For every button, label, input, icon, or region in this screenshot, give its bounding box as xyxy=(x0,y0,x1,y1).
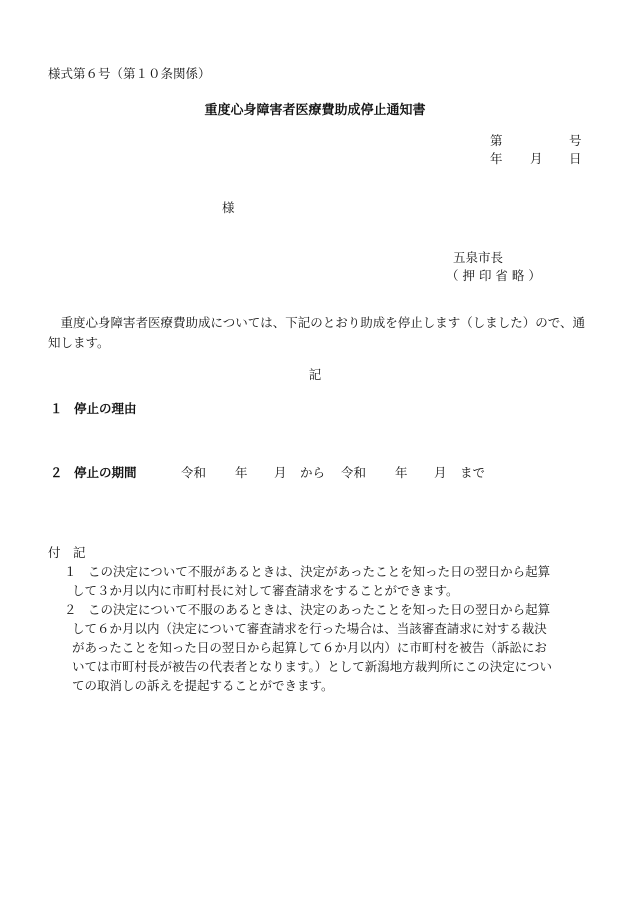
issuer-name: 五泉市長 xyxy=(453,250,504,265)
date-year: 年 xyxy=(490,151,503,166)
period-kara: から xyxy=(300,465,326,480)
section2-number: ２ xyxy=(50,465,63,480)
section1-number: １ xyxy=(50,401,63,416)
doc-number-prefix: 第 xyxy=(490,133,503,148)
seal-omitted: （ 押 印 省 略 ） xyxy=(446,268,541,283)
note2-line: この決定について不服のあるときは、決定のあったことを知った日の翌日から起算 xyxy=(88,602,551,617)
ki-heading: 記 xyxy=(308,367,322,382)
period-made: まで xyxy=(460,465,486,480)
date-day: 日 xyxy=(569,151,582,166)
note2-line: いては市町村長が被告の代表者となります。）として新潟地方裁判所にこの決定につい xyxy=(72,659,553,674)
fuki-heading: 付 記 xyxy=(48,545,86,560)
period-to-year: 年 xyxy=(395,465,408,480)
note2-line: して６か月以内（決定について審査請求を行った場合は、当該審査請求に対する裁決 xyxy=(72,621,547,636)
doc-number-suffix: 号 xyxy=(569,133,582,148)
section2-label: 停止の期間 xyxy=(74,465,137,480)
note1-line: この決定について不服があるときは、決定があったことを知った日の翌日から起算 xyxy=(88,564,551,579)
period-from-year: 年 xyxy=(235,465,248,480)
note2-line: があったことを知った日の翌日から起算して６か月以内）に市町村を被告（訴訟にお xyxy=(72,640,547,655)
form-label: 様式第６号（第１０条関係） xyxy=(48,66,211,81)
body-text: 重度心身障害者医療費助成については、下記のとおり助成を停止します（しました）ので、通知します。 xyxy=(48,315,586,350)
period-from-month: 月 xyxy=(274,465,287,480)
section1-label: 停止の理由 xyxy=(74,401,137,416)
date-month: 月 xyxy=(530,151,543,166)
note2-line: ての取消しの訴えを提起することができます。 xyxy=(72,678,334,693)
note1-number: １ xyxy=(64,564,77,579)
note2-number: ２ xyxy=(64,602,77,617)
period-to-era: 令和 xyxy=(341,465,367,480)
period-to-month: 月 xyxy=(434,465,447,480)
page-title: 重度心身障害者医療費助成停止通知書 xyxy=(204,103,426,118)
note1-line: して３か月以内に市町村長に対して審査請求をすることができます。 xyxy=(72,583,459,598)
addressee-suffix: 様 xyxy=(222,200,235,215)
period-from-era: 令和 xyxy=(181,465,207,480)
